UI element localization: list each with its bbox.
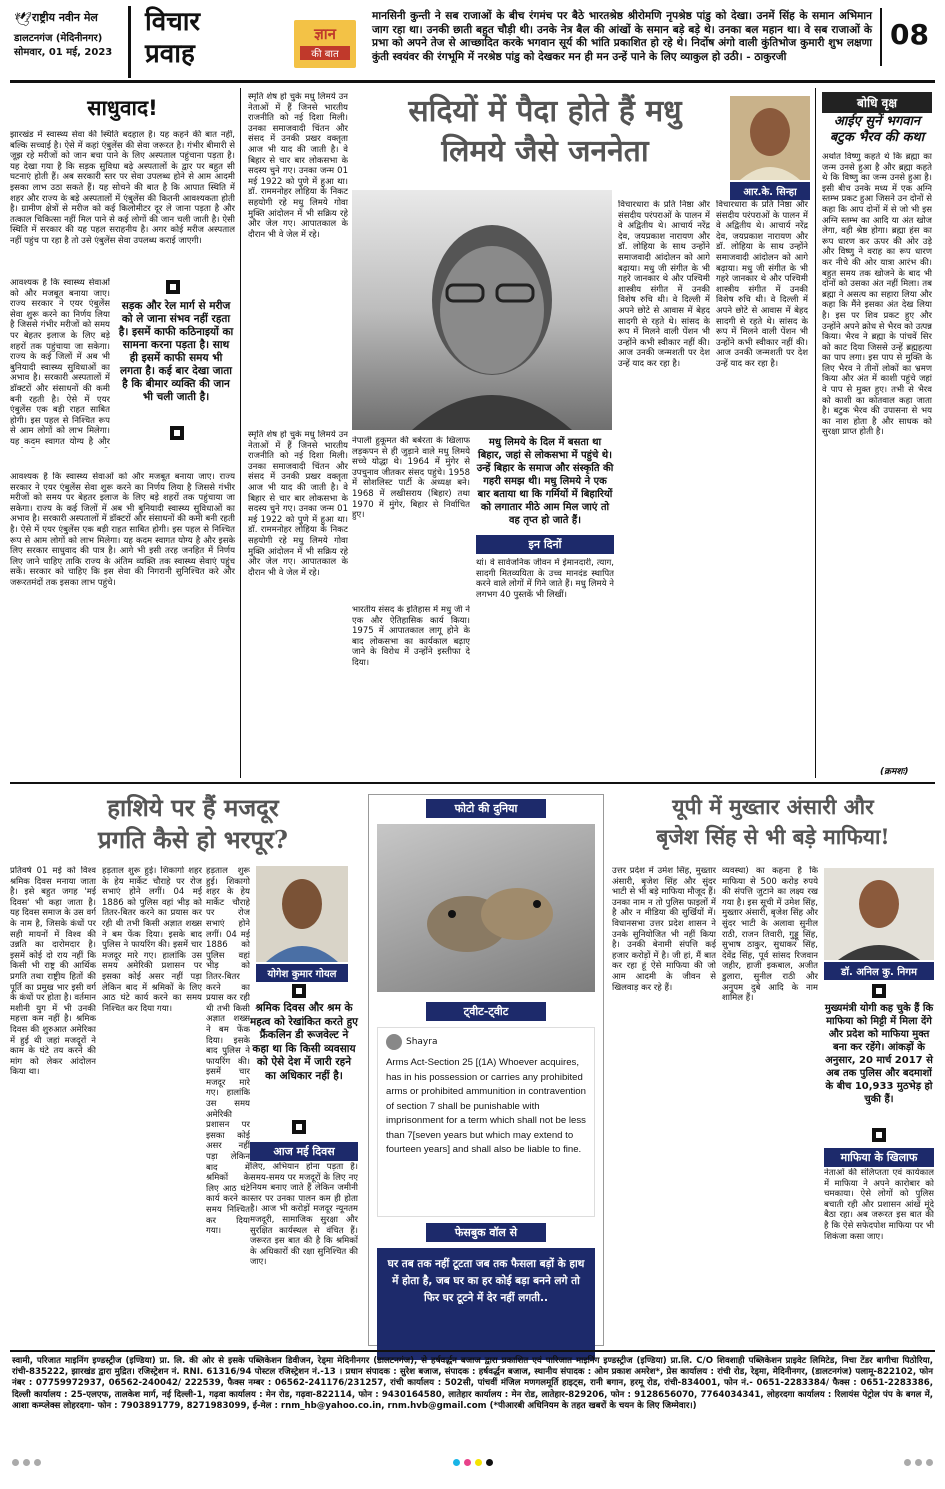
- middle-box: [368, 794, 604, 1346]
- labour-body2b: हड़ताल शुरू हुई। शिकागो शहर के हेय मार्केट चौराहे पर रोज सभाएं होने लगीं। 04 मई 1886 को पुलिस वहां भीड़ को तितर-बितर करने का प्रयास कर रही थी तभी किसी अज्ञात शख्स ने बम फेंक दिया। इसके बाद पुलिस ने फायरिंग की। इसमें चार मजदूर मारे गए। हालांकि उस समय अमेरिकी प्रशासन पर इसका कोई असर नहीं पड़ा लेकिन बाद में श्रमिकों के लिए आठ घंटे कार्य करने का समय निश्चित कर दिया गया।: [206, 866, 250, 1237]
- bodh-vriksh-tag: बोधि वृक्ष: [822, 92, 932, 113]
- paper-name: राष्ट्रीय नवीन मेल: [32, 11, 98, 24]
- editorial-title: साधुवाद!: [87, 96, 158, 120]
- limaye-title-line1: सदियों में पैदा होते हैं मधु: [408, 94, 682, 129]
- in-dino-label: इन दिनों: [476, 535, 614, 554]
- bodh-title-line1: आईए सुनें भगवान: [833, 114, 921, 129]
- section-title: [128, 6, 228, 78]
- editorial-body: झारखंड में स्वास्थ्य सेवा की स्थिति बदहाल है। यह कहने की बात नहीं, बल्कि सच्चाई है। ऐसे में कहां एंबुलेंस की सेवा जरूरत है। गंभीर बीमारी से जूझ रहे मरीजों को जान बचा पाने के लिए अस्पताल पहुंचाना पड़ता है। यह देखा गया है कि सड़क सुविधा बढ़े अस्पतालों के द्वार पर बहुत सी घटनाएं होती हैं। अब सरकारी स्तर पर सेवा उपलब्ध होने से आम आदमी इसका लाभ उठा सकते हैं। यह सोचने की बात है कि आपात स्थिति में शहर और राज्य के बड़े अस्पतालों में एंबुलेंस की कितनी आवश्यकता होती है। ग्रामीण क्षेत्रों से मरीज को कई किलोमीटर दूर ले जाना पड़ता है और तत्काल चिकित्सा नहीं मिल पाने से कई लोगों की जान चली जाती है। ऐसी स्थिति में सरकार की यह पहल सराहनीय है। अगर कोई मरीज अस्पताल नहीं पहुंच पा रहा है तो उसे एंबुलेंस सेवा उपलब्ध कराई जाएगी।: [10, 130, 235, 246]
- limaye-body-right: विचारधारा के प्रति निष्ठा और संसदीय परंपराओं के पालन में वे अद्वितीय थे। आचार्य नरेंद्र देव, जयप्रकाश नारायण और डॉ. लोहिया के साथ उन्होंने समाजवादी आंदोलन को आगे बढ़ाया। मधु जी संगीत के भी गहरे जानकार थे और पश्चिमी शास्त्रीय संगीत में उनकी विशेष रुचि थी। वे दिल्ली में अपने छोटे से आवास में बेहद सादगी से रहते थे। सांसद के रूप में मिलने वाली पेंशन भी उन्होंने कभी स्वीकार नहीं की। आज उनकी जन्मशती पर देश उन्हें याद कर रहा है।: [618, 200, 710, 369]
- qr-icon: [292, 1120, 306, 1134]
- limaye-headline: [360, 92, 730, 172]
- portrait-illustration: [352, 190, 612, 430]
- limaye-body-left: स्मृति शेष हो चुके मधु लिमये उन नेताओं में हैं जिनसे भारतीय राजनीति को नई दिशा मिली। उनका समाजवादी चिंतन और संसद में उनकी प्रखर वक्तृता आज भी याद की जाती है। वे बिहार से चार बार लोकसभा के सदस्य चुने गए। उनका जन्म 01 मई 1922 को पुणे में हुआ था। डॉ. राममनोहर लोहिया के निकट सहयोगी रहे मधु लिमये गोवा मुक्ति आंदोलन में भी सक्रिय रहे और जेल गए। आपातकाल के दौरान भी वे जेल में रहे।: [248, 92, 348, 240]
- photo-world-tag: फोटो की दुनिया: [426, 799, 546, 818]
- mafia-pull-quote: मुख्यमंत्री योगी कह चुके हैं कि माफिया को मिट्टी में मिला देंगे और प्रदेश को माफिया मुक्त बना कर रहेंगे। आंकड़ों के अनुसार, 20 मार्च 2017 से अब तक पुलिस और बदमाशों के बीच 10,933 मुठभेड़ हो चुकी हैं।: [824, 1003, 934, 1105]
- limaye-pull-quote: मधु लिमये के दिल में बसता था बिहार, जहां से लोकसभा में पहुंचे थे। उन्हें बिहार के समाज और संस्कृति की गहरी समझ थी। मधु लिमये ने एक बार बताया था कि गर्मियों में बिहारियों को लगातार मीठे आम मिल जाएं तो वह तृप्त हो जाते हैं।: [476, 437, 614, 526]
- imprint: स्वामी, परिजात माइनिंग इण्डस्ट्रीज (इण्डिया) प्रा. लि. की ओर से इसके पब्लिकेशन डिवीजन, रेड्मा मेदिनीनगर (डालटनगंज), से हर्षवर्द्धन बजाज द्वारा प्रकाशित एवं पारिजात माइनिंग इण्डस्ट्रीज (इण्डिया) प्रा.लि. C/O शिवशाही पब्लिकेशन प्राइवेट लिमिटेड, निचा टेंडर बागीचा पिठोरिया, रांची-835222, झारखंड द्वारा मुद्रित। रजिस्ट्रेशन नं. RNI. 61316/94 पोस्टल रजिस्ट्रेशन नं.-13 । प्रधान संपादक : सुरेश बजाज, संपादक : हर्षवर्द्धन बजाज, स्थानीय संपादक : ओम प्रकाश अमरेश*, प्रेस कार्यालय : रांची रोड, रेड्मा, मेदिनीनगर, (डालटनगंज) पलामू-822102, फोन नंबर : 07759972937, 06562-240042/ 222539, फैक्स नम्बर : 06562-241176/231257, रांची कार्यालय : 502सी, पांचवीं मंजिल मणगलमूर्ति हाइट्स, रानी बगान, हरमू रोड, रांची-834001, फोन नं.- 0651-2283384/ फैक्स : 0651-2283386, दिल्ली कार्यालय : 25-एलएफ, तालकेश मार्ग, नई दिल्ली-1, गढ़वा कार्यालय : मेन रोड, गढ़वा-822114, फोन : 9430164580, लातेहार कार्यालय : मेन रोड, लातेहार-829206, फोन : 9128656070, 7764034341, लोहरदगा कार्यालय : रिलायंस पेट्रोल पंप के बगल में, आशा कम्प्लेक्स लोहरदगा- फोन : 7903891779, 8271983099, ई-मेल : rnm_hb@yahoo.co.in, rnm.hvb@gmail.com (*पीआरबी अधिनियम के तहत खबरों के चयन के लिए जिम्मेवार।): [12, 1356, 933, 1411]
- mafia-tag: माफिया के खिलाफ: [824, 1148, 934, 1167]
- masthead-divider: [10, 80, 935, 83]
- facebook-tag: फेसबुक वॉल से: [426, 1223, 546, 1242]
- author-photo-sinha: [730, 96, 810, 180]
- cmyk-dots: [451, 1451, 495, 1470]
- mafia-body3: नेताओं की संलिप्तता एवं कार्यकाल में माफिया ने अपने कारोबार को चमकाया। ऐसे लोगों को पुलिस बचाती रही और प्रशासन आंखें मूंदे बैठा रहा। अब जरूरत इस बात की है कि ऐसे सफेदपोश माफिया पर भी शिकंजा कसा जाए।: [824, 1168, 934, 1242]
- mafia-body: उत्तर प्रदेश में उमेश सिंह, मुख्तार अंसारी, बृजेश सिंह और सुंदर भाटी से भी बड़े माफिया मौजूद हैं। उनका नाम न तो पुलिस फाइलों में है और न मीडिया की सुर्खियों में। विधानसभा उत्तर प्रदेश शासन ने उनके सुनियोजित भी नहीं किया है। उनकी बेनामी संपत्ति कई हजार करोड़ों में है। जी हां, मैं बात कर रहा हूं ऐसे माफिया की जो आम आदमी के जीवन से खिलवाड़ कर रहे हैं।: [612, 866, 716, 993]
- facebook-quote: घर तब तक नहीं टूटता जब तक फैसला बड़ों के हाथ में होता है, जब घर का हर कोई बड़ा बनने लगे तो फिर घर टूटने में देर नहीं लगती..: [387, 1258, 585, 1304]
- facebook-quote-card: [377, 1248, 595, 1360]
- bird-chicks-illustration: [377, 824, 595, 992]
- registration-dots-right: [902, 1451, 935, 1470]
- mafia-headline: [612, 792, 934, 852]
- print-color-bar: [10, 1452, 935, 1468]
- qr-icon: [166, 280, 180, 294]
- column-divider: [815, 88, 816, 778]
- section-divider: [10, 782, 935, 784]
- mafia-title-line1: यूपी में मुख्तार अंसारी और: [672, 794, 874, 819]
- tweet-card: [377, 1027, 595, 1217]
- paper-logo: [14, 10, 124, 28]
- qr-icon: [292, 984, 306, 998]
- limaye-body-mid2: भारतीय संसद के इतिहास में मधु जी ने एक और ऐतिहासिक कार्य किया। 1975 में आपातकाल लागू होने के बाद लोकसभा का कार्यकाल बढ़ाए जाने के विरोध में उन्होंने इस्तीफा दे दिया।: [352, 605, 470, 668]
- column-divider: [240, 88, 241, 778]
- labour-headline: [28, 792, 358, 856]
- gyan-line2: की बात: [300, 46, 350, 60]
- avatar: [386, 1034, 402, 1050]
- bird-photo: [377, 824, 595, 992]
- editorial-body-side: आवश्यक है कि स्वास्थ्य सेवाओं को और मजबूत बनाया जाए। राज्य सरकार ने एयर एंबुलेंस सेवा शुरू करने का निर्णय लिया है जिससे गंभीर मरीजों को समय पर बेहतर इलाज के लिए बड़े शहरों तक पहुंचाया जा सकेगा। राज्य के कई जिलों में अब भी बुनियादी स्वास्थ्य सुविधाओं का अभाव है। सरकारी अस्पतालों में डॉक्टरों और संसाधनों की कमी बनी रहती है। ऐसे में एयर एंबुलेंस एक बड़ी राहत साबित होगी। इस पहल से निश्चित रूप से आम लोगों को लाभ मिलेगा। यह कदम स्वागत योग्य है और: [10, 278, 110, 447]
- limaye-body-mid3: थां। वे सार्वजनिक जीवन में ईमानदारी, त्याग, सादगी मितव्ययिता के उच्च मानदंड स्थापित करने वाले लोगों में गिने जाते हैं। मधु लिमये ने लगभग 40 पुस्तकें भी लिखीं।: [476, 558, 614, 600]
- labour-title-line2: प्रगति कैसे हो भरपूर?: [98, 825, 288, 854]
- bodh-title: [822, 114, 932, 146]
- tweet-header: [386, 1034, 586, 1050]
- mafia-body2: व्यवस्था) का कहना है कि माफिया से 500 करोड़ रुपये की संपत्ति जुटाने का लक्ष्य रख गया है। इस सूची में उमेश सिंह, मुख्तार अंसारी, बृजेश सिंह और सुंदर भाटी के अलावा सुनील राठी, राजन तिवारी, गुड्डू सिंह, सुभाष ठाकुर, सुधाकर सिंह, देवेंद्र सिंह, पूर्व सांसद रिजवान जहीर, हाजी इकबाल, अजीत डुलारा, सुनील राठी और अनुपम दुबे आदि के नाम शामिल हैं।: [722, 866, 818, 1004]
- page-number: 08: [890, 18, 929, 51]
- aaj-mai-diwas-label: आज मई दिवस: [250, 1142, 358, 1161]
- editorial-body-cont: आवश्यक है कि स्वास्थ्य सेवाओं को और मजबूत बनाया जाए। राज्य सरकार ने एयर एंबुलेंस सेवा शुरू करने का निर्णय लिया है जिससे गंभीर मरीजों को समय पर बेहतर इलाज के लिए बड़े शहरों तक पहुंचाया जा सकेगा। राज्य के कई जिलों में अब भी बुनियादी स्वास्थ्य सुविधाओं का अभाव है। सरकारी अस्पतालों में डॉक्टरों और संसाधनों की कमी बनी रहती है। ऐसे में एयर एंबुलेंस एक बड़ी राहत साबित होगी। इस पहल से निश्चित रूप से आम लोगों को लाभ मिलेगा। यह कदम स्वागत योग्य है और इसके लिए सरकार साधुवाद की पात्र है। आगे भी इसी तरह जनहित में निर्णय लिए जाने चाहिए ताकि राज्य के अंतिम व्यक्ति तक स्वास्थ्य सेवाएं पहुंच सकें। सरकार को चाहिए कि इस सेवा की निगरानी सुनिश्चित करे और जरूरतमंदों तक इसका लाभ पहुंचे।: [10, 472, 235, 588]
- author-name-goyal: योगेश कुमार गोयल: [256, 964, 348, 982]
- tweet-tag: ट्वीट-ट्वीट: [426, 1002, 546, 1021]
- labour-body2: हड़ताल शुरू हुई। शिकागो शहर के हेय मार्केट चौराहे पर रोज सभाएं होने लगीं। 04 मई 1886 को पुलिस वहां भीड़ को तितर-बितर करने का प्रयास कर रही थी तभी किसी अज्ञात शख्स ने बम फेंक दिया। इसके बाद पुलिस ने फायरिंग की। इसमें चार मजदूर मारे गए। हालांकि उस समय अमेरिकी प्रशासन पर इसका कोई असर नहीं पड़ा लेकिन बाद में श्रमिकों के लिए आठ घंटे कार्य करने का समय निश्चित कर दिया गया।: [102, 866, 202, 1014]
- qr-icon: [170, 426, 184, 440]
- registration-dots-left: [10, 1451, 43, 1470]
- qr-icon: [872, 1128, 886, 1142]
- bodh-body: अर्थात विष्णु कहते थे कि ब्रह्मा का जन्म उनसे हुआ है और ब्रह्मा कहते थे कि विष्णु का जन्म उनसे हुआ है। इसी बीच उनके मध्य में एक अग्नि स्तम्भ प्रकट हुआ जिसने उन दोनों से कहा कि आप दोनों में से जो भी इस अग्नि स्तम्भ का आदि या अंत खोज लेगा, वही श्रेष्ठ होगा। ब्रह्मा हंस का रूप धारण कर ऊपर की ओर उड़े और विष्णु ने वराह का रूप धारण कर नीचे की ओर यात्रा आरंभ की। बहुत समय तक खोजने के बाद भी दोनों को उसका अंत नहीं मिला। तब ब्रह्मा ने असत्य का सहारा लिया और कहा कि मैंने इसका अंत देख लिया है। इस पर शिव प्रकट हुए और उन्होंने अपने क्रोध से भैरव को उत्पन्न किया। भैरव ने ब्रह्मा के पांचवें सिर को काट दिया जिससे उन्हें ब्रह्महत्या का पाप लगा। इस पाप से मुक्ति के लिए भैरव ने तीनों लोकों का भ्रमण किया और अंत में काशी पहुंचे जहां वे पाप से मुक्त हुए। तभी से भैरव को काशी का कोतवाल कहा जाता है। बटुक भैरव की उपासना से भय का नाश होता है और साधक को सुरक्षा प्राप्त होती है।: [822, 152, 932, 438]
- masthead: [0, 0, 945, 82]
- limaye-body-right2: विचारधारा के प्रति निष्ठा और संसदीय परंपराओं के पालन में वे अद्वितीय थे। आचार्य नरेंद्र देव, जयप्रकाश नारायण और डॉ. लोहिया के साथ उन्होंने समाजवादी आंदोलन को आगे बढ़ाया। मधु जी संगीत के भी गहरे जानकार थे और पश्चिमी शास्त्रीय संगीत में उनकी विशेष रुचि थी। वे दिल्ली में अपने छोटे से आवास में बेहद सादगी से रहते थे। सांसद के रूप में मिलने वाली पेंशन भी उन्होंने कभी स्वीकार नहीं की। आज उनकी जन्मशती पर देश उन्हें याद कर रहा है।: [716, 200, 808, 369]
- section-title-line1: विचार: [145, 7, 201, 37]
- gyan-ki-baat-badge: [294, 20, 356, 68]
- masthead-quote: मानसिनी कुन्ती ने सब राजाओं के बीच रंगमंच पर बैठे भारतश्रेष्ठ श्रीरोमणि नृपश्रेष्ठ पांडु को देखा। उनमें सिंह के समान अभिमान जाग रहा था। उनकी छाती बहुत चौड़ी थी। उनके नेत्र बैल की आंखों के समान बड़े बड़े थे। उनका बल महान था। वे सब राजाओं के प्रभा को अपने तेज से आच्छादित करके भगवान सूर्य की भांति प्रकाशित हो रहे थे। निर्दोष अंगो वाली कुंतिभोज कुमारी शुभ लक्षणा कुंती स्वयंवर की रंगभूमि में नरश्रेष्ठ पांडु को देखकर मन ही मन उन्हें पाने के लिए व्याकुल हो उठी। - ठाकुरजी: [372, 10, 872, 63]
- author-photo-nigam: [824, 868, 934, 960]
- imprint-divider: [10, 1350, 935, 1352]
- labour-body3: लिए, अभियान होना पड़ता है। समय-समय पर मजदूरों के लिए नए नियम बनाए जाते हैं लेकिन जमीनी स्तर पर उनका पालन कम ही होता है। आज भी करोड़ों मजदूर न्यूनतम मजदूरी, सामाजिक सुरक्षा और सुरक्षित कार्यस्थल से वंचित हैं। जरूरत इस बात की है कि श्रमिकों के अधिकारों की रक्षा सुनिश्चित की जाए।: [250, 1162, 358, 1268]
- continued-label: (क्रमशः): [880, 767, 909, 777]
- tweet-text: Arms Act-Section 25 [(1A) Whoever acquires, has in his possession or carries any prohibited arms or prohibited ammunition in contravention of section 7 shall be punishable with imprisonment for a term which shall not be less than 7[seven years but which may extend to fourteen years] and shall also be liable to fine.: [386, 1057, 586, 1155]
- gyan-line1: ज्ञान: [314, 25, 336, 43]
- limaye-title-line2: लिमये जैसे जननेता: [441, 134, 649, 169]
- section-title-line2: प्रवाह: [145, 39, 195, 69]
- mafia-title-line2: बृजेश सिंह से भी बड़े माफिया!: [656, 824, 890, 849]
- bird-icon: 🕊: [14, 12, 32, 28]
- qr-icon: [872, 984, 886, 998]
- tweet-author: Shayra: [406, 1037, 438, 1047]
- editorial-pull-quote: सड़क और रेल मार्ग से मरीज को ले जाना संभव नहीं रहता है। इसमें काफी कठिनाइयों का सामना करना पड़ता है। साथ ही इसमें काफी समय भी लगता है। कई बार देखा जाता है कि बीमार व्यक्ति की जान भी चली जाती है।: [118, 300, 234, 403]
- limaye-photo: [352, 190, 612, 430]
- page-number-box: [880, 8, 936, 66]
- labour-title-line1: हाशिये पर हैं मजदूर: [107, 793, 279, 822]
- author-name-nigam: डॉ. अनिल कु. निगम: [824, 962, 934, 980]
- limaye-pull-box: [476, 436, 614, 698]
- labour-body: प्रतिवर्ष 01 मई को विश्व श्रमिक दिवस मनाया जाता है। इसे बहुत जगह 'मई दिवस' भी कहा जाता है। यह दिवस समाज के उस वर्ग के नाम है, जिसके कंधों पर सही मायनों में विश्व की उन्नति का दारोमदार है। इसमें कोई दो राय नहीं कि किसी भी राष्ट्र की आर्थिक प्रगति तथा राष्ट्रीय हितों की पूर्ति का प्रमुख भार इसी वर्ग के कंधों पर होता है। वर्तमान मशीनी युग में भी उनकी महत्ता कम नहीं है। श्रमिक दिवस की शुरुआत अमेरिका में हुई थी जहां मजदूरों ने काम के घंटे तय करने की मांग को लेकर आंदोलन किया था।: [10, 866, 96, 1078]
- author-photo-goyal: [256, 866, 348, 962]
- edition-label: डालटनगंज (मेदिनीनगर): [14, 33, 103, 44]
- date-label: सोमवार, 01 मई, 2023: [14, 47, 113, 58]
- author-name-sinha: आर.के. सिन्हा: [730, 182, 810, 200]
- limaye-body-left2: स्मृति शेष हो चुके मधु लिमये उन नेताओं में हैं जिनसे भारतीय राजनीति को नई दिशा मिली। उनका समाजवादी चिंतन और संसद में उनकी प्रखर वक्तृता आज भी याद की जाती है। वे बिहार से चार बार लोकसभा के सदस्य चुने गए। उनका जन्म 01 मई 1922 को पुणे में हुआ था। डॉ. राममनोहर लोहिया के निकट सहयोगी रहे मधु लिमये गोवा मुक्ति आंदोलन में भी सक्रिय रहे और जेल गए। आपातकाल के दौरान भी वे जेल में रहे।: [248, 430, 348, 578]
- limaye-body-mid: नेपाली हुकूमत की बर्बरता के खिलाफ लड़कपन से ही जुड़ाने वाले मधु लिमये सच्चे योद्धा थे। 1964 में मुंगेर से उपचुनाव जीतकर संसद पहुंचे। 1958 में सोशलिस्ट पार्टी के अध्यक्ष बने। 1968 में लखीसराय (बिहार) तथा 1970 में मुंगेर, बिहार से निर्वाचित हुए।: [352, 436, 470, 521]
- editorial-article: [10, 88, 235, 778]
- bodh-title-line2: बटुक भैरव की कथा: [829, 130, 925, 145]
- labour-pull-quote: श्रमिक दिवस और श्रम के महत्व को रेखांकित करते हुए फ्रैंकलिन डी रूजवेल्ट ने कहा था कि किसी व्यवसाय को ऐसे देश में जारी रहने का अधिकार नहीं है।: [250, 1002, 358, 1082]
